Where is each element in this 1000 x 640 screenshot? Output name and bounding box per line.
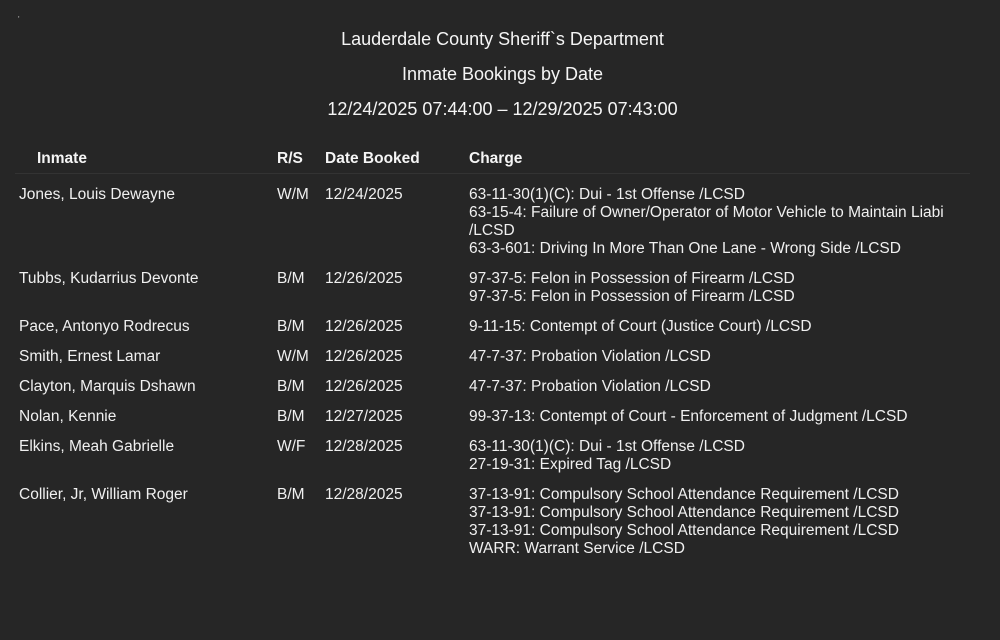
corner-mark: ' [18, 15, 20, 24]
charge-item: 9-11-15: Contempt of Court (Justice Court) /LCSD [469, 318, 812, 335]
date-range: 12/24/2025 07:44:00 – 12/29/2025 07:43:00 [327, 99, 678, 119]
report-title: Inmate Bookings by Date [401, 64, 604, 84]
charge-item: WARR: Warrant Service /LCSD [469, 540, 685, 557]
table-row [15, 474, 970, 558]
inmate-name: Tubbs, Kudarrius Devonte [19, 270, 199, 287]
inmate-name: Pace, Antonyo Rodrecus [19, 318, 190, 335]
charge-item: 47-7-37: Probation Violation /LCSD [469, 378, 711, 395]
race-sex: W/M [277, 348, 309, 365]
charge-list [465, 426, 970, 474]
charge-list [465, 366, 970, 396]
table-row [15, 306, 970, 336]
inmate-name: Elkins, Meah Gabrielle [19, 438, 175, 455]
race-sex: B/M [277, 318, 305, 335]
charge-list [465, 258, 970, 306]
inmate-name: Nolan, Kennie [19, 408, 117, 425]
charge-item: 63-3-601: Driving In More Than One Lane - Wrong Side /LCSD [469, 240, 901, 257]
race-sex: B/M [277, 408, 305, 425]
charge-item: 63-11-30(1)(C): Dui - 1st Offense /LCSD [469, 438, 745, 455]
charge-list [465, 396, 970, 426]
bookings-table [15, 145, 970, 558]
charge-item: 63-15-4: Failure of Owner/Operator of Motor Vehicle to Maintain Liabi /LCSD [469, 204, 944, 239]
table-row [15, 396, 970, 426]
date-booked: 12/28/2025 [325, 486, 403, 503]
race-sex: W/M [277, 186, 309, 203]
charge-item: 37-13-91: Compulsory School Attendance Requirement /LCSD [469, 504, 899, 521]
race-sex: B/M [277, 486, 305, 503]
date-booked: 12/27/2025 [325, 408, 403, 425]
charge-list [465, 174, 970, 259]
date-booked: 12/26/2025 [325, 318, 403, 335]
charge-item: 47-7-37: Probation Violation /LCSD [469, 348, 711, 365]
charge-item: 97-37-5: Felon in Possession of Firearm /LCSD [469, 270, 795, 287]
charge-list [465, 474, 970, 558]
column-header-inmate: Inmate [15, 145, 273, 174]
column-header-date-booked: Date Booked [321, 145, 465, 174]
charge-item: 99-37-13: Contempt of Court - Enforcement of Judgment /LCSD [469, 408, 908, 425]
inmate-name: Clayton, Marquis Dshawn [19, 378, 196, 395]
table-header-row [15, 145, 970, 174]
race-sex: B/M [277, 270, 305, 287]
inmate-name: Collier, Jr, William Roger [19, 486, 188, 503]
charge-item: 37-13-91: Compulsory School Attendance Requirement /LCSD [469, 486, 899, 503]
charge-item: 27-19-31: Expired Tag /LCSD [469, 456, 672, 473]
report-header [0, 22, 1000, 127]
table-row [15, 174, 970, 259]
table-row [15, 426, 970, 474]
inmate-name: Smith, Ernest Lamar [19, 348, 161, 365]
charge-item: 97-37-5: Felon in Possession of Firearm /LCSD [469, 288, 795, 305]
table-row [15, 366, 970, 396]
agency-name: Lauderdale County Sheriff`s Department [341, 29, 664, 49]
date-booked: 12/24/2025 [325, 186, 403, 203]
table-row [15, 336, 970, 366]
race-sex: B/M [277, 378, 305, 395]
charge-item: 63-11-30(1)(C): Dui - 1st Offense /LCSD [469, 186, 745, 203]
charge-list [465, 306, 970, 336]
table-row [15, 258, 970, 306]
race-sex: W/F [277, 438, 306, 455]
column-header-rs: R/S [273, 145, 321, 174]
inmate-name: Jones, Louis Dewayne [19, 186, 175, 203]
charge-list [465, 336, 970, 366]
date-booked: 12/26/2025 [325, 270, 403, 287]
date-booked: 12/26/2025 [325, 348, 403, 365]
charge-item: 37-13-91: Compulsory School Attendance Requirement /LCSD [469, 522, 899, 539]
column-header-charge: Charge [465, 145, 970, 174]
date-booked: 12/26/2025 [325, 378, 403, 395]
date-booked: 12/28/2025 [325, 438, 403, 455]
